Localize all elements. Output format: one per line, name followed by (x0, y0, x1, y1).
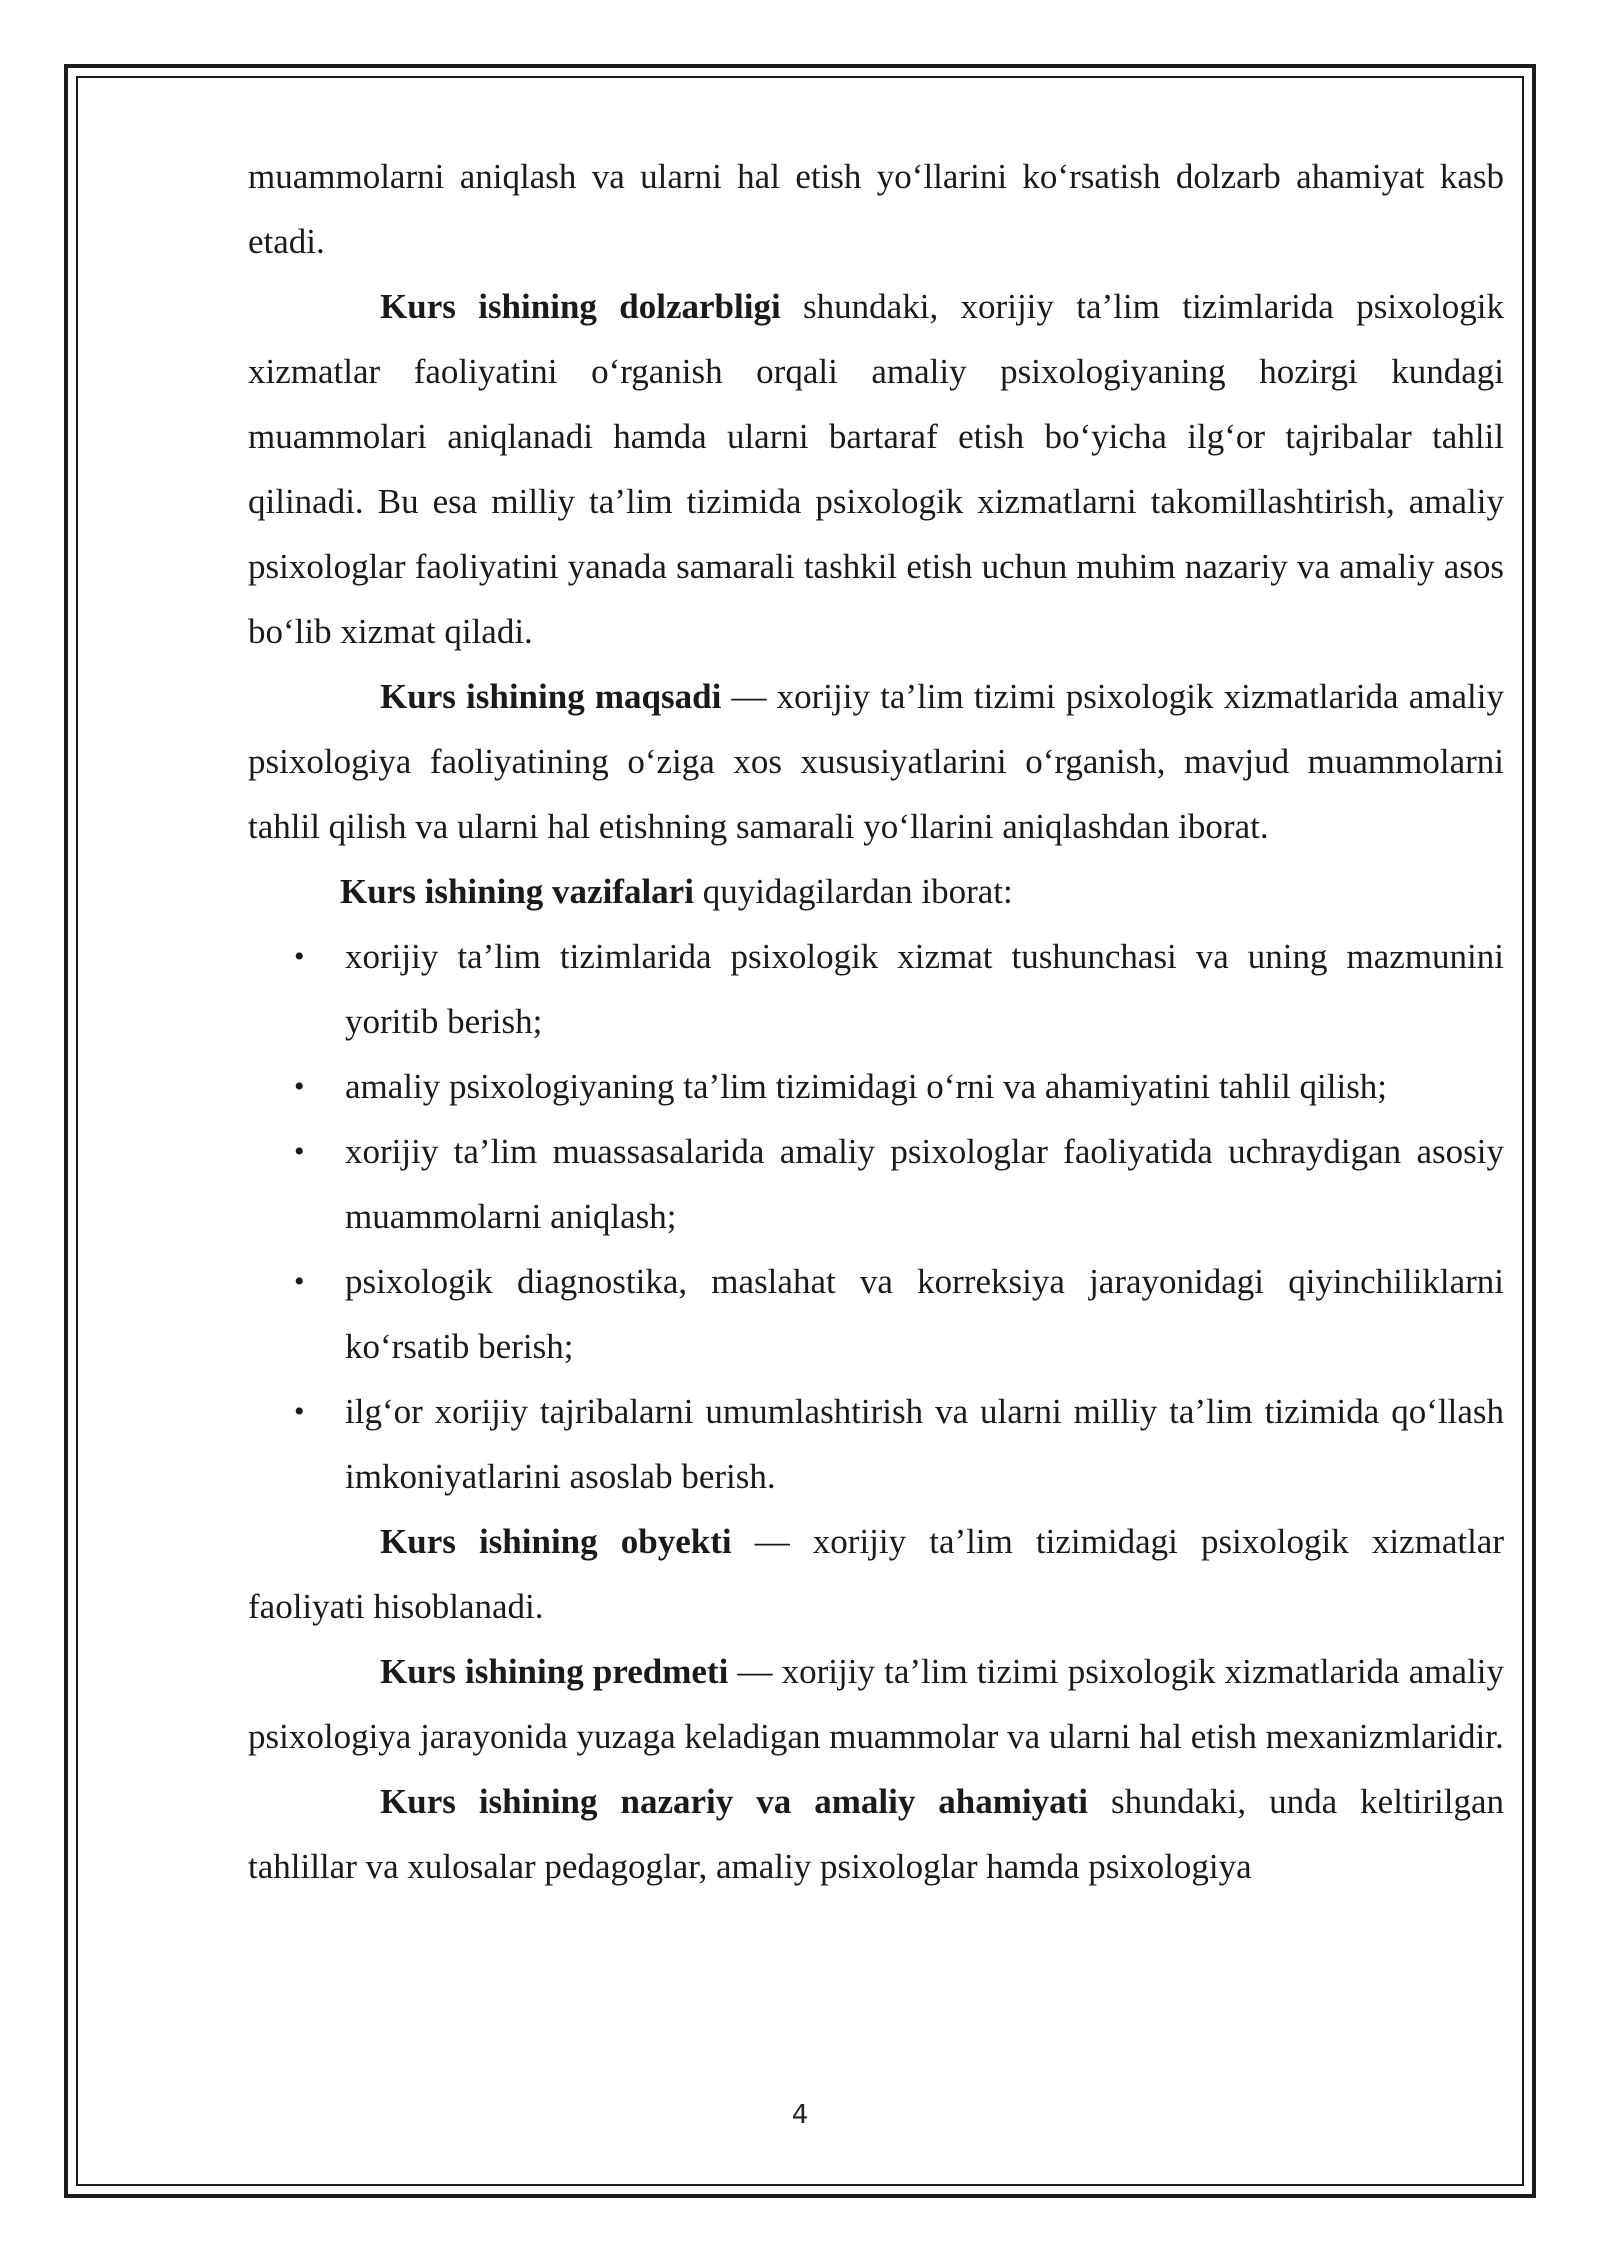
heading-ahamiyati: Kurs ishining nazariy va amaliy ahamiyati (380, 1782, 1089, 1821)
heading-dolzarbligi: Kurs ishining dolzarbligi (380, 287, 781, 326)
document-body (248, 144, 1504, 1899)
paragraph-obyekti (248, 1509, 1504, 1639)
list-item-text: xorijiy ta’lim muassasalarida amaliy psixologlar faoliyatida uchraydigan asosiy muammolarni aniqlash; (345, 1132, 1504, 1236)
list-item-text: ilg‘or xorijiy tajribalarni umumlashtirish va ularni milliy ta’lim tizimida qo‘llash imkoniyatlarini asoslab berish. (345, 1392, 1504, 1496)
heading-predmeti: Kurs ishining predmeti (380, 1652, 729, 1691)
paragraph-ahamiyati (248, 1769, 1504, 1899)
bullet-icon: • (294, 940, 305, 973)
list-item-text: psixologik diagnostika, maslahat va korreksiya jarayonidagi qiyinchiliklarni ko‘rsatib berish; (345, 1262, 1504, 1366)
page-number: 4 (791, 2100, 809, 2130)
list-item (248, 1054, 1504, 1119)
heading-obyekti: Kurs ishining obyekti (380, 1522, 732, 1561)
heading-maqsadi: Kurs ishining maqsadi (380, 677, 722, 716)
paragraph-maqsadi (248, 664, 1504, 859)
list-item-text: xorijiy ta’lim tizimlarida psixologik xizmat tushunchasi va uning mazmunini yoritib berish; (345, 937, 1504, 1041)
list-item-text: amaliy psixologiyaning ta’lim tizimidagi o‘rni va ahamiyatini tahlil qilish; (345, 1067, 1388, 1106)
bullet-icon: • (294, 1135, 305, 1168)
list-item (248, 1119, 1504, 1249)
paragraph-intro-continuation: muammolarni aniqlash va ularni hal etish yo‘llarini ko‘rsatish dolzarb ahamiyat kasb etadi. (248, 157, 1504, 261)
heading-vazifalari: Kurs ishining vazifalari (340, 872, 694, 911)
text-obyekti: — xorijiy ta’lim tizimidagi psixologik xizmatlar faoliyati hisoblanadi. (248, 1522, 1504, 1626)
list-item (248, 1249, 1504, 1379)
text-ahamiyati: shundaki, unda keltirilgan tahlillar va xulosalar pedagoglar, amaliy psixologlar hamda psixologiya (248, 1782, 1505, 1886)
bullet-icon: • (294, 1265, 305, 1298)
paragraph-predmeti (248, 1639, 1504, 1769)
list-item (248, 924, 1504, 1054)
bullet-icon: • (294, 1395, 305, 1428)
bullet-icon: • (294, 1070, 305, 1103)
text-vazifalari: quyidagilardan iborat: (693, 872, 1013, 911)
task-list (248, 924, 1504, 1509)
text-maqsadi: — xorijiy ta’lim tizimi psixologik xizmatlarida amaliy psixologiya faoliyatining o‘ziga xos xususiyatlarini o‘rganish, mavjud muammolarni tahlil qilish va ularni hal etishning samarali yo‘llarini aniqlashdan iborat. (248, 677, 1504, 846)
list-item (248, 1379, 1504, 1509)
paragraph-dolzarbligi (248, 274, 1504, 664)
paragraph-vazifalari (248, 859, 1504, 924)
text-predmeti: — xorijiy ta’lim tizimi psixologik xizmatlarida amaliy psixologiya jarayonida yuzaga keladigan muammolar va ularni hal etish mexanizmlaridir. (248, 1652, 1504, 1756)
text-dolzarbligi: shundaki, xorijiy ta’lim tizimlarida psixologik xizmatlar faoliyatini o‘rganish orqali amaliy psixologiyaning hozirgi kundagi muammolari aniqlanadi hamda ularni bartaraf etish bo‘yicha ilg‘or tajribalar tahlil qilinadi. Bu esa milliy ta’lim tizimida psixologik xizmatlarni takomillashtirish, amaliy psixologlar faoliyatini yanada samarali tashkil etish uchun muhim nazariy va amaliy asos bo‘lib xizmat qiladi. (248, 287, 1504, 651)
